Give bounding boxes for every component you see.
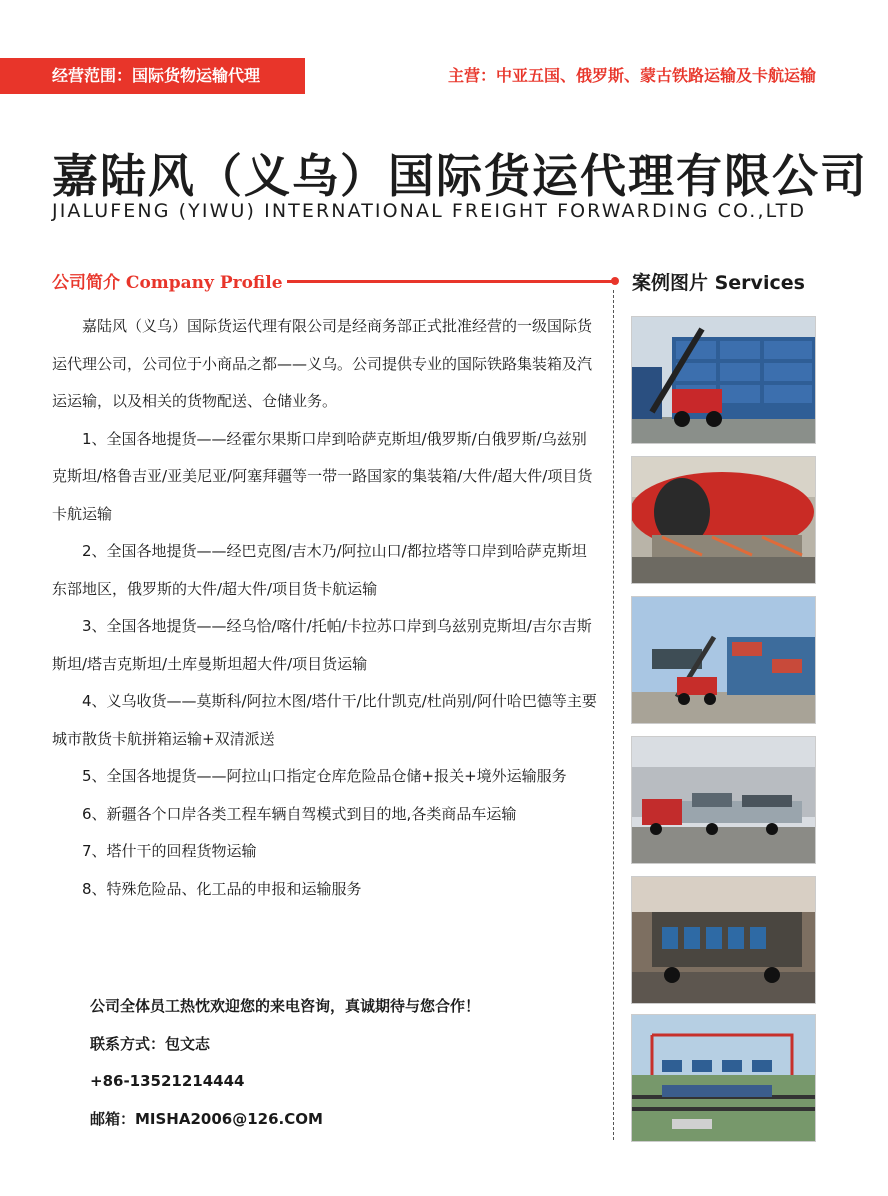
- photo-red-cargo-truck: [632, 457, 815, 583]
- profile-rule-dot: [611, 277, 619, 285]
- contact-person: 联系方式：包文志: [90, 1034, 211, 1053]
- service-photo-4: [632, 737, 815, 863]
- main-business-text: 主营：中亚五国、俄罗斯、蒙古铁路运输及卡航运输: [447, 66, 816, 85]
- service-photo-2: [632, 457, 815, 583]
- profile-title-en: Company Profile: [125, 273, 283, 293]
- closing-block: [90, 988, 600, 1138]
- service-photo-1: [632, 317, 815, 443]
- profile-title-cn: 公司简介: [52, 273, 120, 293]
- service-item-5: 5、全国各地提货——阿拉山口指定仓库危险品仓储+报关+境外运输服务: [82, 767, 567, 785]
- welcome-text: 公司全体员工热忱欢迎您的来电咨询，真诚期待与您合作！: [90, 997, 481, 1015]
- service-photo-6: [632, 1015, 815, 1141]
- service-item-1: 1、全国各地提货——经霍尔果斯口岸到哈萨克斯坦/俄罗斯/白俄罗斯/乌兹别克斯坦/格鲁吉亚/亚美尼亚/阿塞拜疆等一带一路国家的集装箱/大件/超大件/项目货卡航运输: [52, 429, 593, 523]
- photo-flatbed-trucks: [632, 737, 815, 863]
- service-photo-3: [632, 597, 815, 723]
- profile-intro: 嘉陆风（义乌）国际货运代理有限公司是经商务部正式批准经营的一级国际货运代理公司，公司位于小商品之都——义乌。公司提供专业的国际铁路集装箱及汽运运输，以及相关的货物配送、仓储业务。: [52, 317, 593, 410]
- photo-loading-dock: [632, 877, 815, 1003]
- company-name-cn: 嘉陆风（义乌）国际货运代理有限公司: [52, 149, 868, 203]
- service-item-6: 6、新疆各个口岸各类工程车辆自驾模式到目的地,各类商品车运输: [82, 804, 517, 823]
- email-address: 邮箱：MISHA2006@126.COM: [90, 1109, 323, 1128]
- service-photo-5: [632, 877, 815, 1003]
- services-title: 案例图片 Services: [632, 272, 805, 294]
- scope-label: 经营范围：国际货物运输代理: [52, 66, 261, 85]
- profile-heading: [52, 268, 617, 296]
- service-item-8: 8、特殊危险品、化工品的申报和运输服务: [82, 879, 362, 898]
- photo-container-yard: [632, 317, 815, 443]
- service-item-4: 4、义乌收货——莫斯科/阿拉木图/塔什干/比什凯克/杜尚别/阿什哈巴德等主要城市散货卡航拼箱运输+双清派送: [52, 692, 597, 748]
- service-item-7: 7、塔什干的回程货物运输: [82, 842, 257, 860]
- company-name-en: JIALUFENG (YIWU) INTERNATIONAL FREIGHT FORWARDING CO.,LTD: [52, 200, 807, 222]
- column-divider: [613, 290, 614, 1140]
- photo-rail-terminal: [632, 1015, 815, 1141]
- scope-banner: [0, 58, 305, 94]
- phone-number: +86-13521214444: [90, 1072, 245, 1090]
- profile-title: [52, 268, 287, 293]
- photo-reach-stacker: [632, 597, 815, 723]
- service-item-3: 3、全国各地提货——经乌恰/喀什/托帕/卡拉苏口岸到乌兹别克斯坦/吉尔吉斯斯坦/塔吉克斯坦/土库曼斯坦超大件/项目货运输: [52, 617, 592, 673]
- profile-body: [52, 308, 600, 908]
- service-item-2: 2、全国各地提货——经巴克图/吉木乃/阿拉山口/都拉塔等口岸到哈萨克斯坦东部地区，俄罗斯的大件/超大件/项目货卡航运输: [52, 542, 587, 598]
